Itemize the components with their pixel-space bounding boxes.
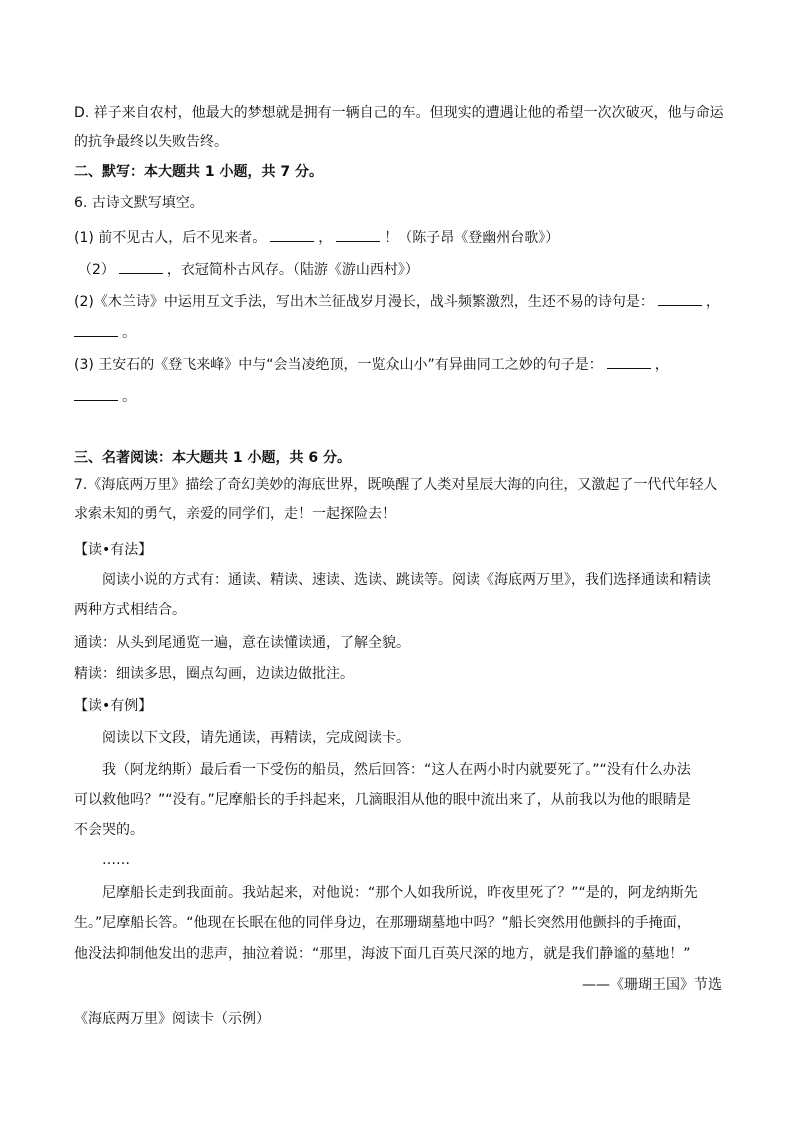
- answer-blank[interactable]: [658, 291, 702, 306]
- read-method-paragraph-1: 阅读小说的方式有：通读、精读、速读、选读、跳读等。阅读《海底两万里》，我们选择通读和精读: [102, 572, 711, 588]
- q6-item-2-number: （2）: [78, 262, 115, 278]
- answer-blank[interactable]: [74, 322, 118, 337]
- q6-item-2: [78, 259, 722, 280]
- q6-item-1-source: ！（陈子昂《登幽州台歌》）: [384, 230, 560, 246]
- excerpt-paragraph-1-line-1: 我（阿龙纳斯）最后看一下受伤的船员，然后回答：“这人在两小时内就要死了。”“没有什么办法: [102, 762, 691, 778]
- q6-item-4-end: 。: [122, 389, 136, 405]
- question-6-title: 6. 古诗文默写填空。: [74, 195, 204, 211]
- read-method-paragraph-3: 精读：细读多思，圈点勾画，边读边做批注。: [74, 666, 354, 682]
- answer-blank[interactable]: [336, 227, 380, 242]
- q6-item-4-separator: ，: [654, 357, 669, 373]
- answer-blank[interactable]: [119, 259, 163, 274]
- q6-item-3-continued: [74, 322, 722, 343]
- q6-item-1-text: (1) 前不见古人，后不见来者。: [74, 230, 267, 246]
- reading-card-caption: 《海底两万里》阅读卡（示例）: [74, 1011, 270, 1027]
- read-method-paragraph-2: 通读：从头到尾通览一遍，意在读懂读通，了解全貌。: [74, 635, 410, 651]
- q6-item-3-end: 。: [122, 325, 136, 341]
- q6-item-2-text: ，衣冠简朴古风存。（陆游《游山西村》）: [166, 262, 419, 278]
- read-example-heading: 【读•有例】: [74, 698, 153, 714]
- section-2-heading: 二、默写：本大题共 1 小题，共 7 分。: [74, 164, 323, 180]
- answer-blank[interactable]: [74, 386, 118, 401]
- excerpt-paragraph-1-line-2: 可以救他吗？”“没有。”尼摩船长的手抖起来，几滴眼泪从他的眼中流出来了，从前我以为他的眼睛是: [74, 792, 691, 808]
- q6-item-3-text: (2)《木兰诗》中运用互文手法，写出木兰征战岁月漫长，战斗频繁激烈，生还不易的诗句是：: [74, 294, 654, 310]
- q6-item-1-separator: ，: [318, 230, 333, 246]
- excerpt-source: ——《珊瑚王国》节选: [582, 977, 722, 993]
- option-d-line-1: D. 祥子来自农村，他最大的梦想就是拥有一辆自己的车。但现实的遭遇让他的希望一次次破灭，他与命运: [74, 105, 724, 121]
- excerpt-paragraph-2-line-2: 生。”尼摩船长答。“他现在长眠在他的同伴身边，在那珊瑚墓地中吗？”船长突然用他颤抖的手掩面，: [74, 915, 691, 931]
- q6-item-3-separator: ，: [705, 294, 720, 310]
- q6-item-4: [74, 354, 722, 375]
- excerpt-paragraph-2-line-1: 尼摩船长走到我面前。我站起来，对他说：“那个人如我所说，昨夜里死了？”“是的，阿龙纳斯先: [102, 885, 698, 901]
- q7-intro-line-1: 7.《海底两万里》描绘了奇幻美妙的海底世界，既唤醒了人类对星辰大海的向往，又激起了一代代年轻人: [74, 477, 718, 493]
- q6-item-4-text: (3) 王安石的《登飞来峰》中与“会当凌绝顶，一览众山小”有异曲同工之妙的句子是：: [74, 357, 603, 373]
- read-method-paragraph-1-cont: 两种方式相结合。: [74, 602, 186, 618]
- q6-item-1: [74, 227, 722, 248]
- excerpt-ellipsis: ……: [102, 852, 130, 868]
- section-3-heading: 三、名著阅读：本大题共 1 小题，共 6 分。: [74, 450, 351, 466]
- excerpt-paragraph-1-line-3: 不会哭的。: [74, 822, 144, 838]
- answer-blank[interactable]: [270, 227, 314, 242]
- q6-item-4-continued: [74, 386, 722, 407]
- read-method-heading: 【读•有法】: [74, 542, 153, 558]
- answer-blank[interactable]: [607, 354, 651, 369]
- q6-item-3: [74, 291, 722, 312]
- q7-intro-line-2: 求索未知的勇气，亲爱的同学们，走！一起探险去！: [74, 506, 396, 522]
- read-example-instruction: 阅读以下文段，请先通读，再精读，完成阅读卡。: [102, 730, 410, 746]
- option-d-line-2: 的抗争最终以失败告终。: [74, 134, 228, 150]
- excerpt-paragraph-2-line-3: 他没法抑制他发出的悲声，抽泣着说：“那里，海波下面几百英尺深的地方，就是我们静谧的墓地！”: [74, 946, 691, 962]
